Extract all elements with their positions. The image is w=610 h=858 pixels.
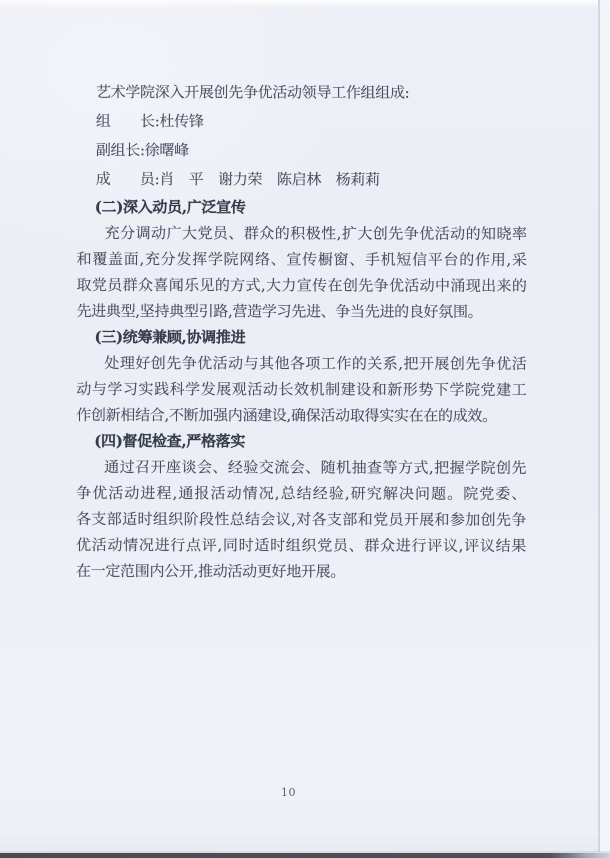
section-2-heading: (二)深入动员,广泛宣传 [94,198,246,217]
section-2-line-3: 取党员群众喜闻乐见的方式,大力宣传在创先争优活动中涌现出来的 [76,275,527,295]
scan-bottom-edge-shadow [0,853,610,858]
page-number: 10 [281,786,296,799]
section-2-line-4: 先进典型,坚持典型引路,营造学习先进、争当先进的良好氛围。 [76,301,483,321]
section-4-heading: (四)督促检查,严格落实 [94,432,246,451]
roster-members-line: 成 员:肖 平 谢力荣 陈启林 杨莉莉 [95,170,380,189]
section-4-line-5: 在一定范围内公开,推动活动更好地开展。 [75,561,346,581]
section-3-line-3: 作创新相结合,不断加强内涵建设,确保活动取得实实在在的成效。 [76,405,497,425]
paper-fold-line [598,0,600,852]
section-4-line-1: 通过召开座谈会、经验交流会、随机抽查等方式,把握学院创先 [104,458,527,477]
section-3-heading: (三)统筹兼顾,协调推进 [94,328,246,347]
scan-top-edge [0,0,610,6]
section-4-line-4: 优活动情况进行点评,同时适时组织党员、群众进行评议,评议结果 [76,535,527,555]
sections-block [76,194,527,585]
section-3-line-1: 处理好创先争优活动与其他各项工作的关系,把开展创先争优活 [104,354,527,373]
section-2-line-2: 和覆盖面,充分发挥学院网络、宣传橱窗、手机短信平台的作用,采 [76,249,527,269]
scan-right-margin-band [600,0,610,853]
section-3-line-2: 动与学习实践科学发展观活动长效机制建设和新形势下学院党建工 [76,379,527,399]
roster-deputy-line: 副组长:徐曙峰 [95,141,189,160]
section-4-line-3: 各支部适时组织阶段性总结会议,对各支部和党员开展和参加创先争 [76,509,527,529]
section-4-line-2: 争优活动进程,通报活动情况,总结经验,研究解决问题。院党委、 [76,483,527,503]
document-body [76,78,527,585]
roster-intro-line: 艺术学院深入开展创先争优活动领导工作组组成: [95,83,410,102]
section-2-line-1: 充分调动广大党员、群众的积极性,扩大创先争优活动的知晓率 [104,224,527,243]
roster-leader-line: 组 长:杜传锋 [95,112,204,131]
leadership-roster-block [77,78,527,195]
